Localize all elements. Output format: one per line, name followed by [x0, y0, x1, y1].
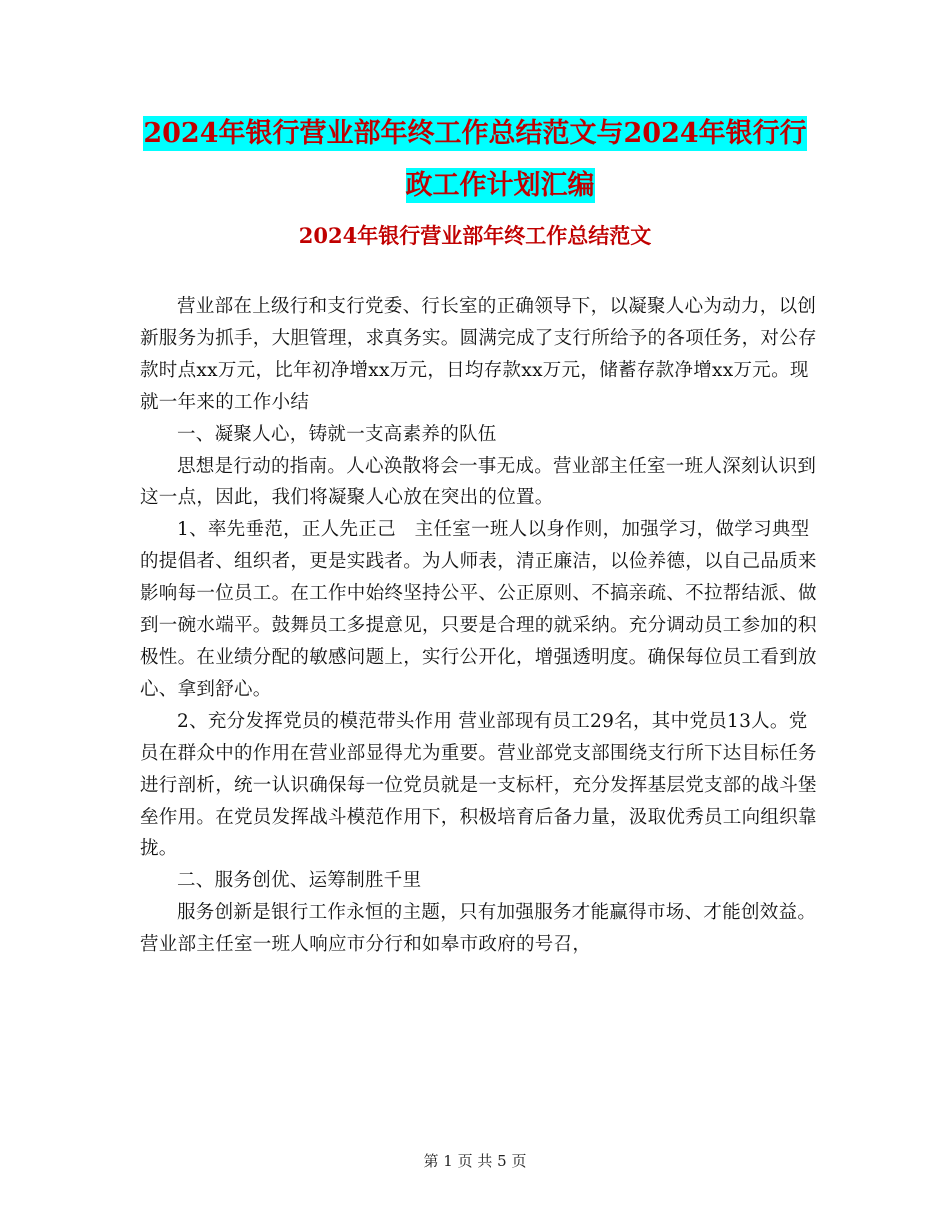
paragraph-intro: 营业部在上级行和支行党委、行长室的正确领导下，以凝聚人心为动力，以创新服务为抓手，大胆管理，求真务实。圆满完成了支行所给予的各项任务，对公存款时点xx万元，比年初净增xx万元，日均存款xx万元，储蓄存款净增xx万元。现就一年来的工作小结	[140, 296, 817, 413]
paragraph-thought: 思想是行动的指南。人心涣散将会一事无成。营业部主任室一班人深刻认识到这一点，因此，我们将凝聚人心放在突出的位置。	[140, 455, 817, 509]
heading-section-1: 一、凝聚人心，铸就一支高素养的队伍	[177, 423, 497, 445]
section-title: 2024年银行营业部年终工作总结范文	[298, 223, 652, 248]
document-title	[0, 108, 950, 212]
title-line-1: 2024年银行营业部年终工作总结范文与2024年银行行	[143, 118, 807, 149]
paragraph-lead-by-example: 1、率先垂范，正人先正己 主任室一班人以身作则，加强学习，做学习典型的提倡者、组织者，更是实践者。为人师表，清正廉洁，以俭养德，以自己品质来影响每一位员工。在工作中始终坚持公平、公正原则、不搞亲疏、不拉帮结派、做到一碗水端平。鼓舞员工多提意见，只要是合理的就采纳。充分调动员工参加的积极性。在业绩分配的敏感问题上，实行公开化，增强透明度。确保每位员工看到放心、拿到舒心。	[140, 519, 817, 700]
paragraph-service: 服务创新是银行工作永恒的主题，只有加强服务才能赢得市场、才能创效益。营业部主任室一班人响应市分行和如皋市政府的号召，	[140, 902, 817, 956]
title-line-2: 政工作计划汇编	[405, 170, 595, 201]
heading-section-2: 二、服务创优、运筹制胜千里	[177, 870, 422, 892]
document-body	[140, 291, 820, 961]
paragraph-party-members: 2、充分发挥党员的模范带头作用 营业部现有员工29名，其中党员13人。党员在群众中的作用在营业部显得尤为重要。营业部党支部围绕支行所下达目标任务进行剖析，统一认识确保每一位党员就是一支标杆，充分发挥基层党支部的战斗堡垒作用。在党员发挥战斗模范作用下，积极培育后备力量，汲取优秀员工向组织靠拢。	[140, 710, 817, 860]
page-footer: 第 1 页 共 5 页	[423, 1152, 527, 1170]
